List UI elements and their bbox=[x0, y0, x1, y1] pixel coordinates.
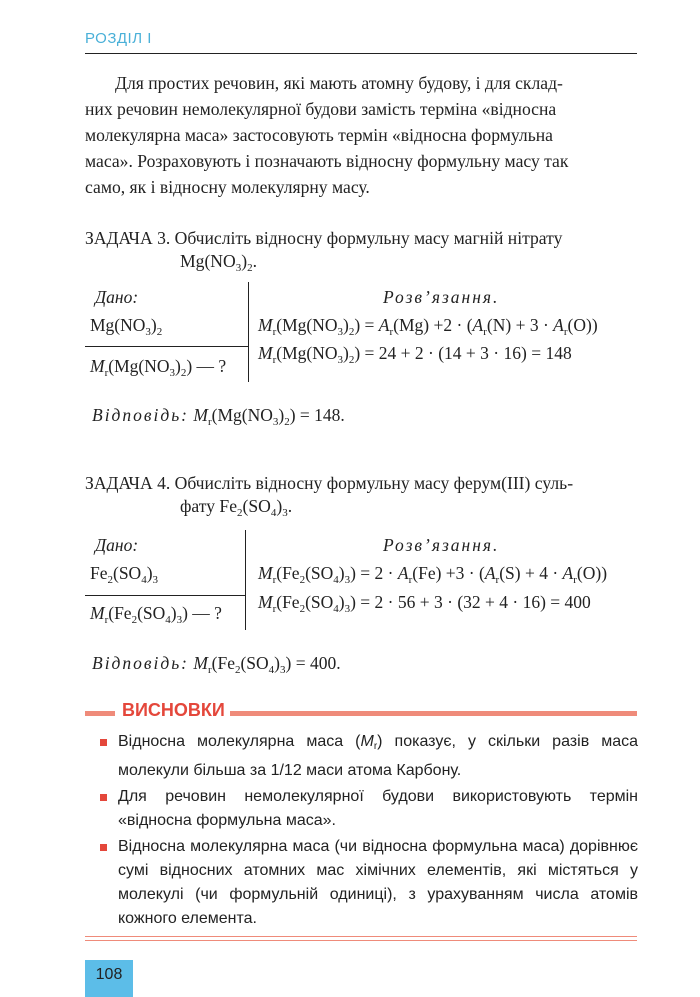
conclusions-bar-right bbox=[230, 711, 637, 716]
task3-table-vline bbox=[248, 282, 249, 382]
paragraph-line: Для простих речовин, які мають атомну будову, і для склад- bbox=[115, 73, 563, 93]
task3-solution-line-2: $M_r(Mg(NO_3)_2) = 24 + 2 \cdot (14 + 3 \cdot 16) = 148$ bbox=[258, 343, 572, 366]
task4-table-vline bbox=[245, 530, 246, 630]
task3-solution-line-1: $M_r(Mg(NO_3)_2) = A_r(Mg) +2 \cdot (A_r(N) + 3 \cdot A_r(O))$ bbox=[258, 315, 598, 338]
paragraph-line: маса». Розраховують і позначають відносну формульну масу так bbox=[85, 151, 569, 171]
task3-statement: ЗАДАЧА 3. Обчисліть відносну формульну масу магній нітрату bbox=[85, 228, 563, 248]
task4-solution-line-1: $M_r(Fe_2(SO_4)_3) = 2 \cdot A_r(Fe) +3 \cdot (A_r(S) + 4 \cdot A_r(O))$ bbox=[258, 563, 608, 586]
paragraph-line: них речовин немолекулярної будови замість терміна «відносна bbox=[85, 99, 557, 119]
paragraph-line: само, як і відносну молекулярну масу. bbox=[85, 177, 370, 197]
task4-answer: Відповідь: $M_r(Fe_2(SO_4)_3) = 400$. bbox=[92, 653, 341, 676]
list-item: Для речовин немолекулярної будови використовують термін «відносна формульна маса». bbox=[100, 785, 638, 833]
task3-given-value: $Mg(NO_3)_2$ bbox=[90, 315, 163, 338]
list-item: Відносна молекулярна маса (чи відносна формульна маса) дорівнює сумі відносних атомних мас хімічних елементів, які містяться у молекулі (чи формульній одиниці), з урахуванням числа атомів кожного елемента. bbox=[100, 835, 638, 931]
page-number: 108 bbox=[95, 966, 123, 983]
task4-formula: фату $Fe_2(SO_4)_3$. bbox=[180, 496, 293, 519]
task3-given-label: Дано: bbox=[95, 287, 139, 307]
task4-given-value: $Fe_2(SO_4)_3$ bbox=[90, 563, 159, 586]
task3-solution-label: Розв’язання. bbox=[383, 287, 500, 307]
task4-find: $M_r(Fe_2(SO_4)_3)$ — ? bbox=[90, 603, 222, 626]
task4-solution-line-2: $M_r(Fe_2(SO_4)_3) = 2 \cdot 56 + 3 \cdot (32 + 4 \cdot 16) = 400$ bbox=[258, 592, 591, 615]
paragraph-line: молекулярна маса» застосовують термін «відносна формульна bbox=[85, 125, 553, 145]
task3-answer: Відповідь: $M_r(Mg(NO_3)_2) = 148$. bbox=[92, 405, 345, 428]
section-header: РОЗДІЛ І bbox=[85, 30, 152, 47]
task3-formula: $Mg(NO_3)_2$. bbox=[180, 251, 257, 274]
header-divider bbox=[85, 53, 637, 54]
conclusions-title: ВИСНОВКИ bbox=[122, 700, 225, 720]
task3-find: $M_r(Mg(NO_3)_2)$ — ? bbox=[90, 356, 227, 379]
list-item: Відносна молекулярна маса $(M_r)$ показує, у скільки разів маса молекули більша за 1/12 маси атома Карбону. bbox=[100, 730, 638, 783]
task4-statement: ЗАДАЧА 4. Обчисліть відносну формульну масу ферум(ІІІ) суль- bbox=[85, 473, 574, 493]
conclusions-list bbox=[100, 730, 638, 933]
intro-paragraph bbox=[85, 70, 633, 200]
bottom-rule-2 bbox=[85, 940, 637, 941]
conclusions-bar-left bbox=[85, 711, 115, 716]
task4-solution-label: Розв’язання. bbox=[383, 535, 500, 555]
task4-given-divider bbox=[85, 595, 245, 596]
task3-given-divider bbox=[85, 346, 248, 347]
bottom-rule bbox=[85, 936, 637, 937]
task4-given-label: Дано: bbox=[95, 535, 139, 555]
